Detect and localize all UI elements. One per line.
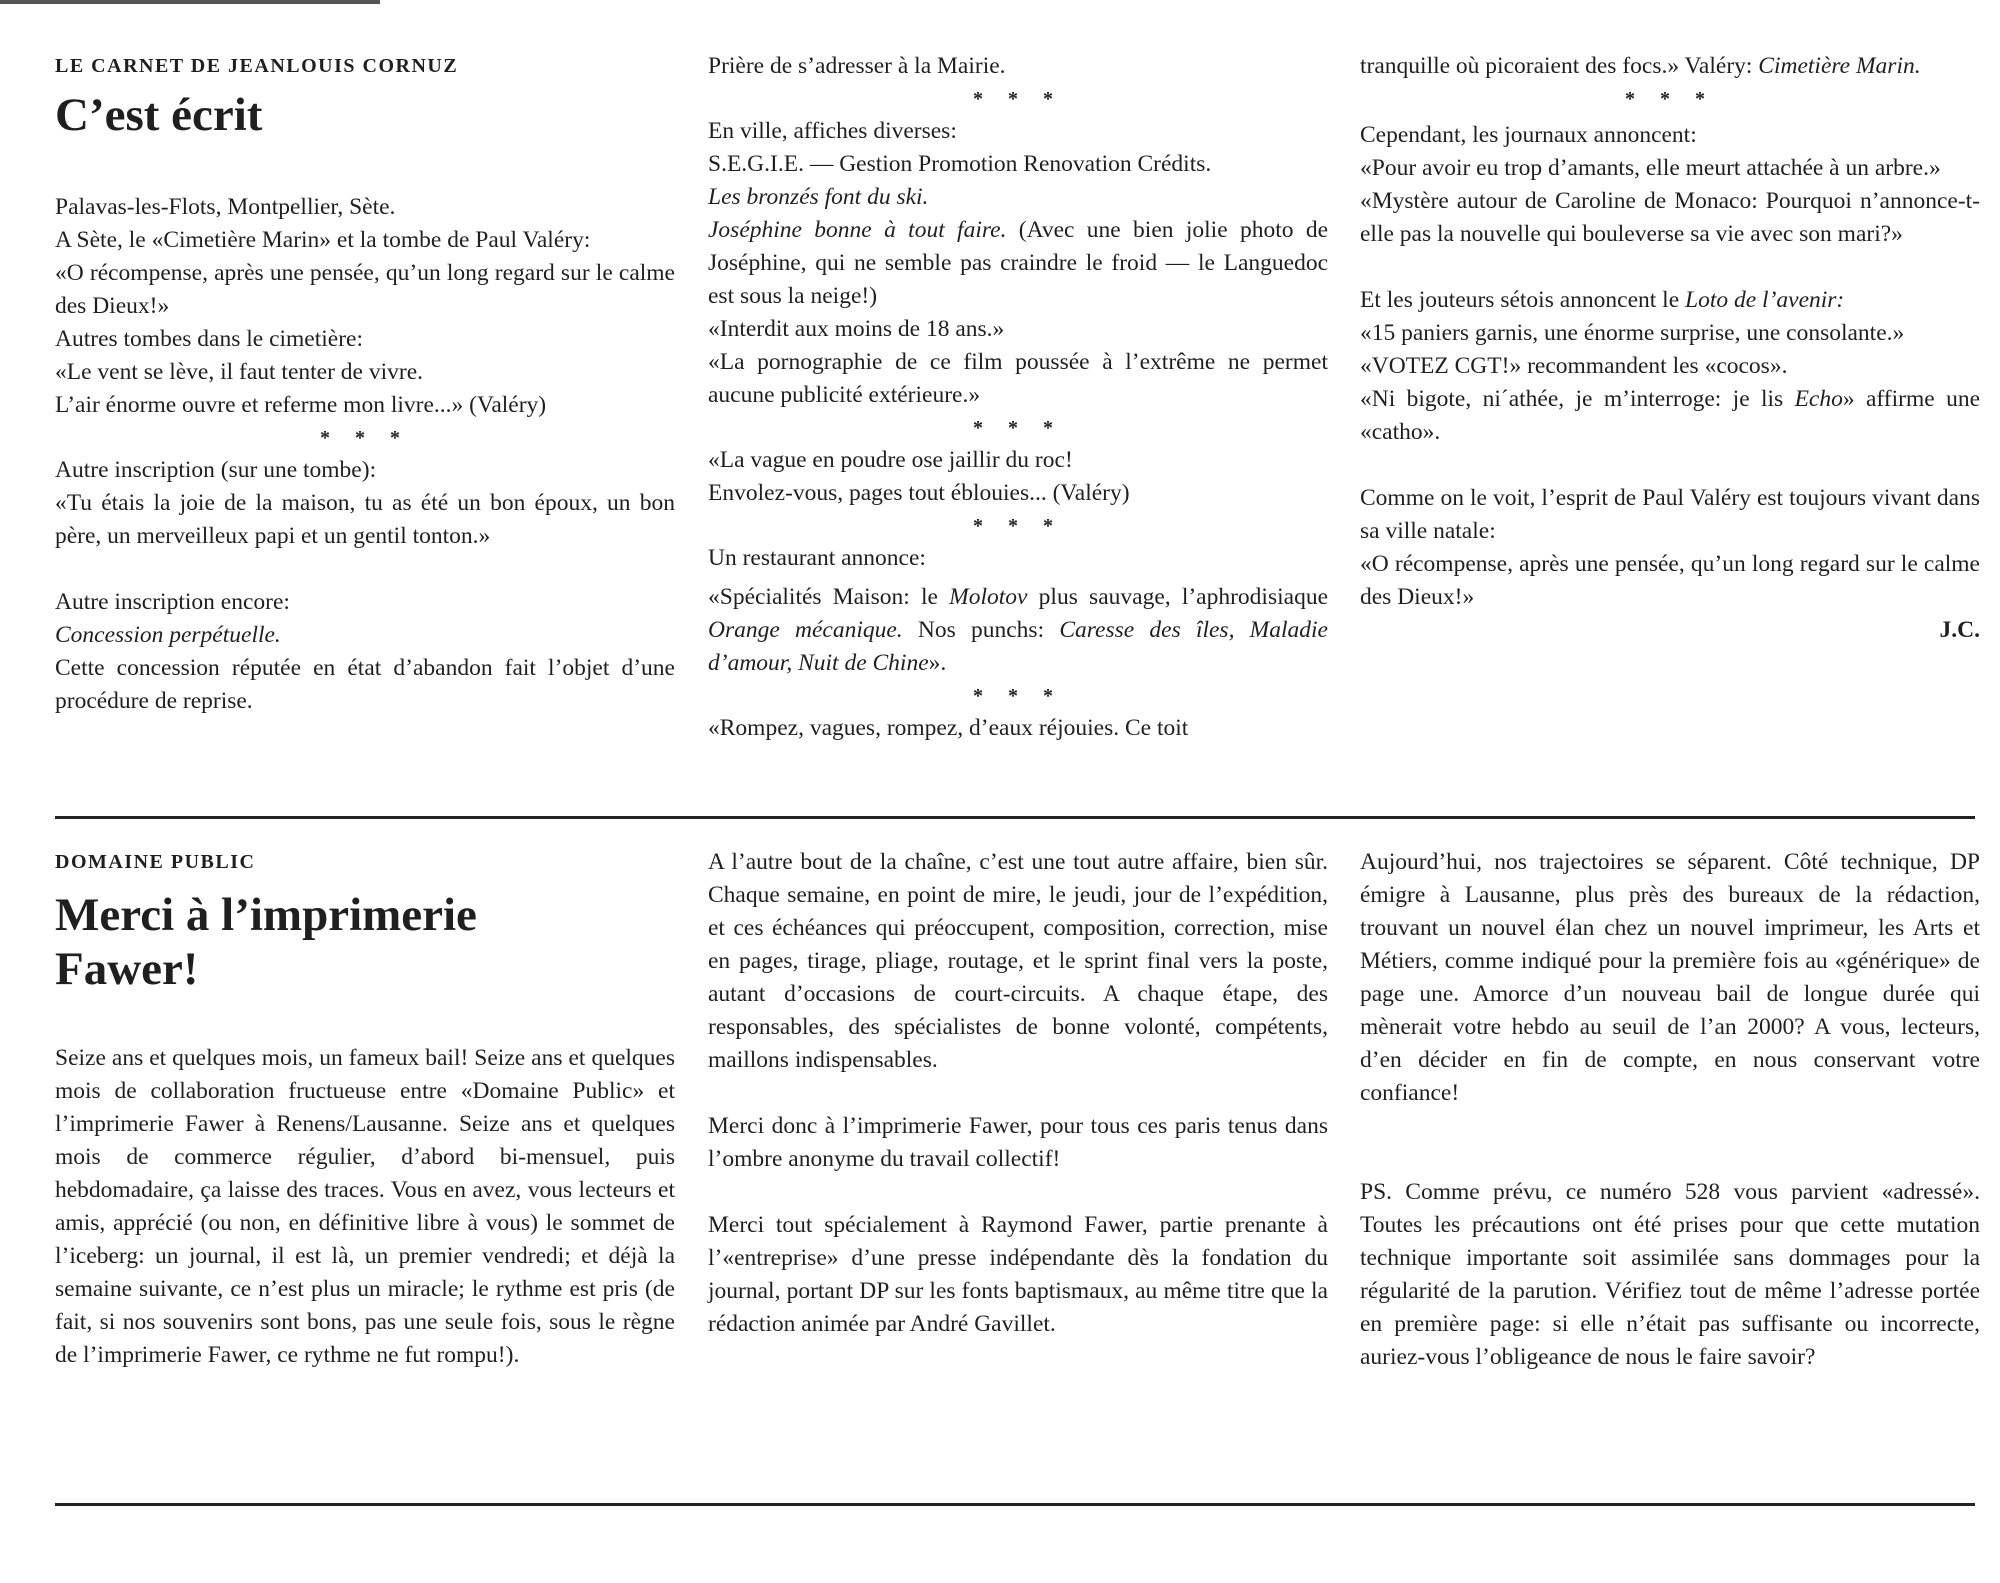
article1-column-3 [1360,50,1980,647]
section-separator: * * * [973,685,1063,707]
article-divider-rule [55,816,1975,819]
article1-title: C’est écrit [55,89,263,141]
paragraph: Cette concession réputée en état d’abandon fait l’objet d’une procédure de reprise. [55,655,675,714]
italic-text: Loto de l’avenir: [1685,287,1845,313]
paragraph: Cependant, les journaux annoncent: [1360,122,1697,148]
article1-column-1 [55,50,675,718]
paragraph: «La pornographie de ce film poussée à l’extrême ne permet aucune publicité extérieure.» [708,349,1328,408]
paragraph: Envolez-vous, pages tout éblouies... (Valéry) [708,480,1130,506]
paragraph: «Interdit aux moins de 18 ans.» [708,316,1005,342]
text-span: ». [928,650,947,676]
paragraph: «O récompense, après une pensée, qu’un long regard sur le calme des Dieux!» [1360,551,1980,610]
section-separator: * * * [973,417,1063,439]
paragraph [1360,383,1980,449]
section-separator: * * * [1625,88,1715,110]
paragraph: Autre inscription (sur une tombe): [55,457,377,483]
article2-title [55,888,675,996]
section-separator: * * * [973,515,1063,537]
paragraph: «O récompense, après une pensée, qu’un long regard sur le calme des Dieux!» [55,260,675,319]
article2-title-line: Fawer! [55,943,199,995]
text-span: «Ni bigote, ni´athée, je m’interroge: je lis [1360,386,1795,412]
paragraph: Autres tombes dans le cimetière: [55,326,364,352]
italic-text: Echo [1794,386,1843,412]
text-span: Et les jouteurs sétois annoncent le [1360,287,1686,313]
article1-column-2 [708,50,1328,745]
italic-text: Les bronzés font du ski. [708,184,929,210]
paragraph: A Sète, le «Cimetière Marin» et la tombe de Paul Valéry: [55,227,591,253]
paragraph: «15 paniers garnis, une énorme surprise, une consolante.» [1360,320,1905,346]
article2-column-1 [55,846,675,1372]
paragraph: S.E.G.I.E. — Gestion Promotion Renovation Crédits. [708,151,1212,177]
paragraph: Merci tout spécialement à Raymond Fawer, partie prenante à l’«entreprise» d’une presse indépendante dès la fondation du journal, portant DP sur les fonts baptismaux, au même titre que la rédaction animée par André Gavillet. [708,1212,1328,1337]
paragraph: «La vague en poudre ose jaillir du roc! [708,447,1073,473]
paragraph: A l’autre bout de la chaîne, c’est une tout autre affaire, bien sûr. Chaque semaine, en point de mire, le jeudi, jour de l’expédition, et ces échéances qui préoccupent, composition, correction, mise en pages, tirage, pliage, routage, et le sprint final vers la poste, autant d’occasions de court-circuits. A chaque étape, des responsables, des spécialistes de bonne volonté, compétents, maillons indispensables. [708,849,1328,1073]
italic-text: Orange mécanique. [708,617,903,643]
paragraph: «Mystère autour de Caroline de Monaco: Pourquoi n’annonce-t-elle pas la nouvelle qui bouleverse sa vie avec son mari?» [1360,188,1980,247]
article2-column-3 [1360,846,1980,1374]
paragraph: PS. Comme prévu, ce numéro 528 vous parvient «adressé». Toutes les précautions ont été prises pour que cette mutation technique importante soit assimilée sans dommages pour la régularité de la parution. Vérifiez tout de même l’adresse portée en première page: si elle n’était pas suffisante ou incorrecte, auriez-vous l’obligeance de nous le faire savoir? [1360,1179,1980,1370]
section-separator: * * * [973,88,1063,110]
paragraph: En ville, affiches diverses: [708,118,957,144]
italic-text: Caresse des îles, Maladie d’amour, Nuit de Chine [708,617,1328,676]
text-span: » affirme une «catho». [1360,386,1980,445]
paragraph [55,619,675,652]
text-span: Nos punchs: [902,617,1060,643]
paragraph [1360,284,1980,317]
paragraph: Un restaurant annonce: [708,545,926,571]
paragraph: Comme on le voit, l’esprit de Paul Valéry est toujours vivant dans sa ville natale: [1360,485,1980,544]
paragraph: «VOTEZ CGT!» recommandent les «cocos». [1360,353,1788,379]
italic-text: Molotov [949,584,1028,610]
paragraph: Seize ans et quelques mois, un fameux bail! Seize ans et quelques mois de collaboration fructueuse entre «Domaine Public» et l’imprimerie Fawer à Renens/Lausanne. Seize ans et quelques mois de commerce régulier, d’abord bi-mensuel, puis hebdomadaire, ça laisse des traces. Vous en avez, vous lecteurs et amis, apprécié (ou non, en définitive libre à vous) le sommet de l’iceberg: un journal, il est là, un premier vendredi; et déjà la semaine suivante, ce n’est plus un miracle; le rythme est pris (de fait, si nos souvenirs sont bons, pas une seule fois, sous le règne de l’imprimerie Fawer, ce rythme ne fut rompu!). [55,1045,675,1368]
italic-text: Joséphine bonne à tout faire. [708,217,1007,243]
article2-title-line: Merci à l’imprimerie [55,889,477,941]
paragraph: «Tu étais la joie de la maison, tu as été un bon époux, un bon père, un merveilleux papi et un gentil tonton.» [55,490,675,549]
italic-text: Concession perpétuelle. [55,622,281,648]
text-span: tranquille où picoraient des focs.» Valéry: [1360,53,1759,79]
text-span: plus sauvage, l’aphrodisiaque [1027,584,1328,610]
paragraph [708,581,1328,680]
bottom-rule [55,1503,1975,1506]
paragraph [708,181,1328,214]
paragraph: L’air énorme ouvre et referme mon livre...» (Valéry) [55,392,547,418]
paragraph: Prière de s’adresser à la Mairie. [708,53,1006,79]
italic-text: Cimetière Marin. [1758,53,1921,79]
paragraph [1360,50,1980,83]
paragraph [708,214,1328,313]
article2-column-2 [708,846,1328,1341]
text-span: (Avec une bien jolie photo de Joséphine, qui ne semble pas craindre le froid — le Languedoc est sous la neige!) [708,217,1329,309]
paragraph: Autre inscription encore: [55,589,290,615]
paragraph: «Le vent se lève, il faut tenter de vivre. [55,359,424,385]
paragraph: Merci donc à l’imprimerie Fawer, pour tous ces paris tenus dans l’ombre anonyme du travail collectif! [708,1113,1328,1172]
top-edge-line [0,0,380,4]
section-separator: * * * [320,427,410,449]
article1-kicker: LE CARNET DE JEANLOUIS CORNUZ [55,55,459,77]
paragraph: Palavas-les-Flots, Montpellier, Sète. [55,194,396,220]
signature: J.C. [1939,617,1980,643]
text-span: «Spécialités Maison: le [708,584,950,610]
paragraph: Aujourd’hui, nos trajectoires se séparent. Côté technique, DP émigre à Lausanne, plus près des bureaux de la rédaction, trouvant un nouvel élan chez un nouvel imprimeur, les Arts et Métiers, comme indiqué pour la première fois au «générique» de page une. Amorce d’un nouveau bail de longue durée qui mènerait votre hebdo au seuil de l’an 2000? A vous, lecteurs, d’en décider en fin de compte, en nous conservant votre confiance! [1360,849,1980,1106]
article2-kicker: DOMAINE PUBLIC [55,851,256,873]
paragraph: «Pour avoir eu trop d’amants, elle meurt attachée à un arbre.» [1360,155,1941,181]
paragraph: «Rompez, vagues, rompez, d’eaux réjouies. Ce toit [708,715,1189,741]
